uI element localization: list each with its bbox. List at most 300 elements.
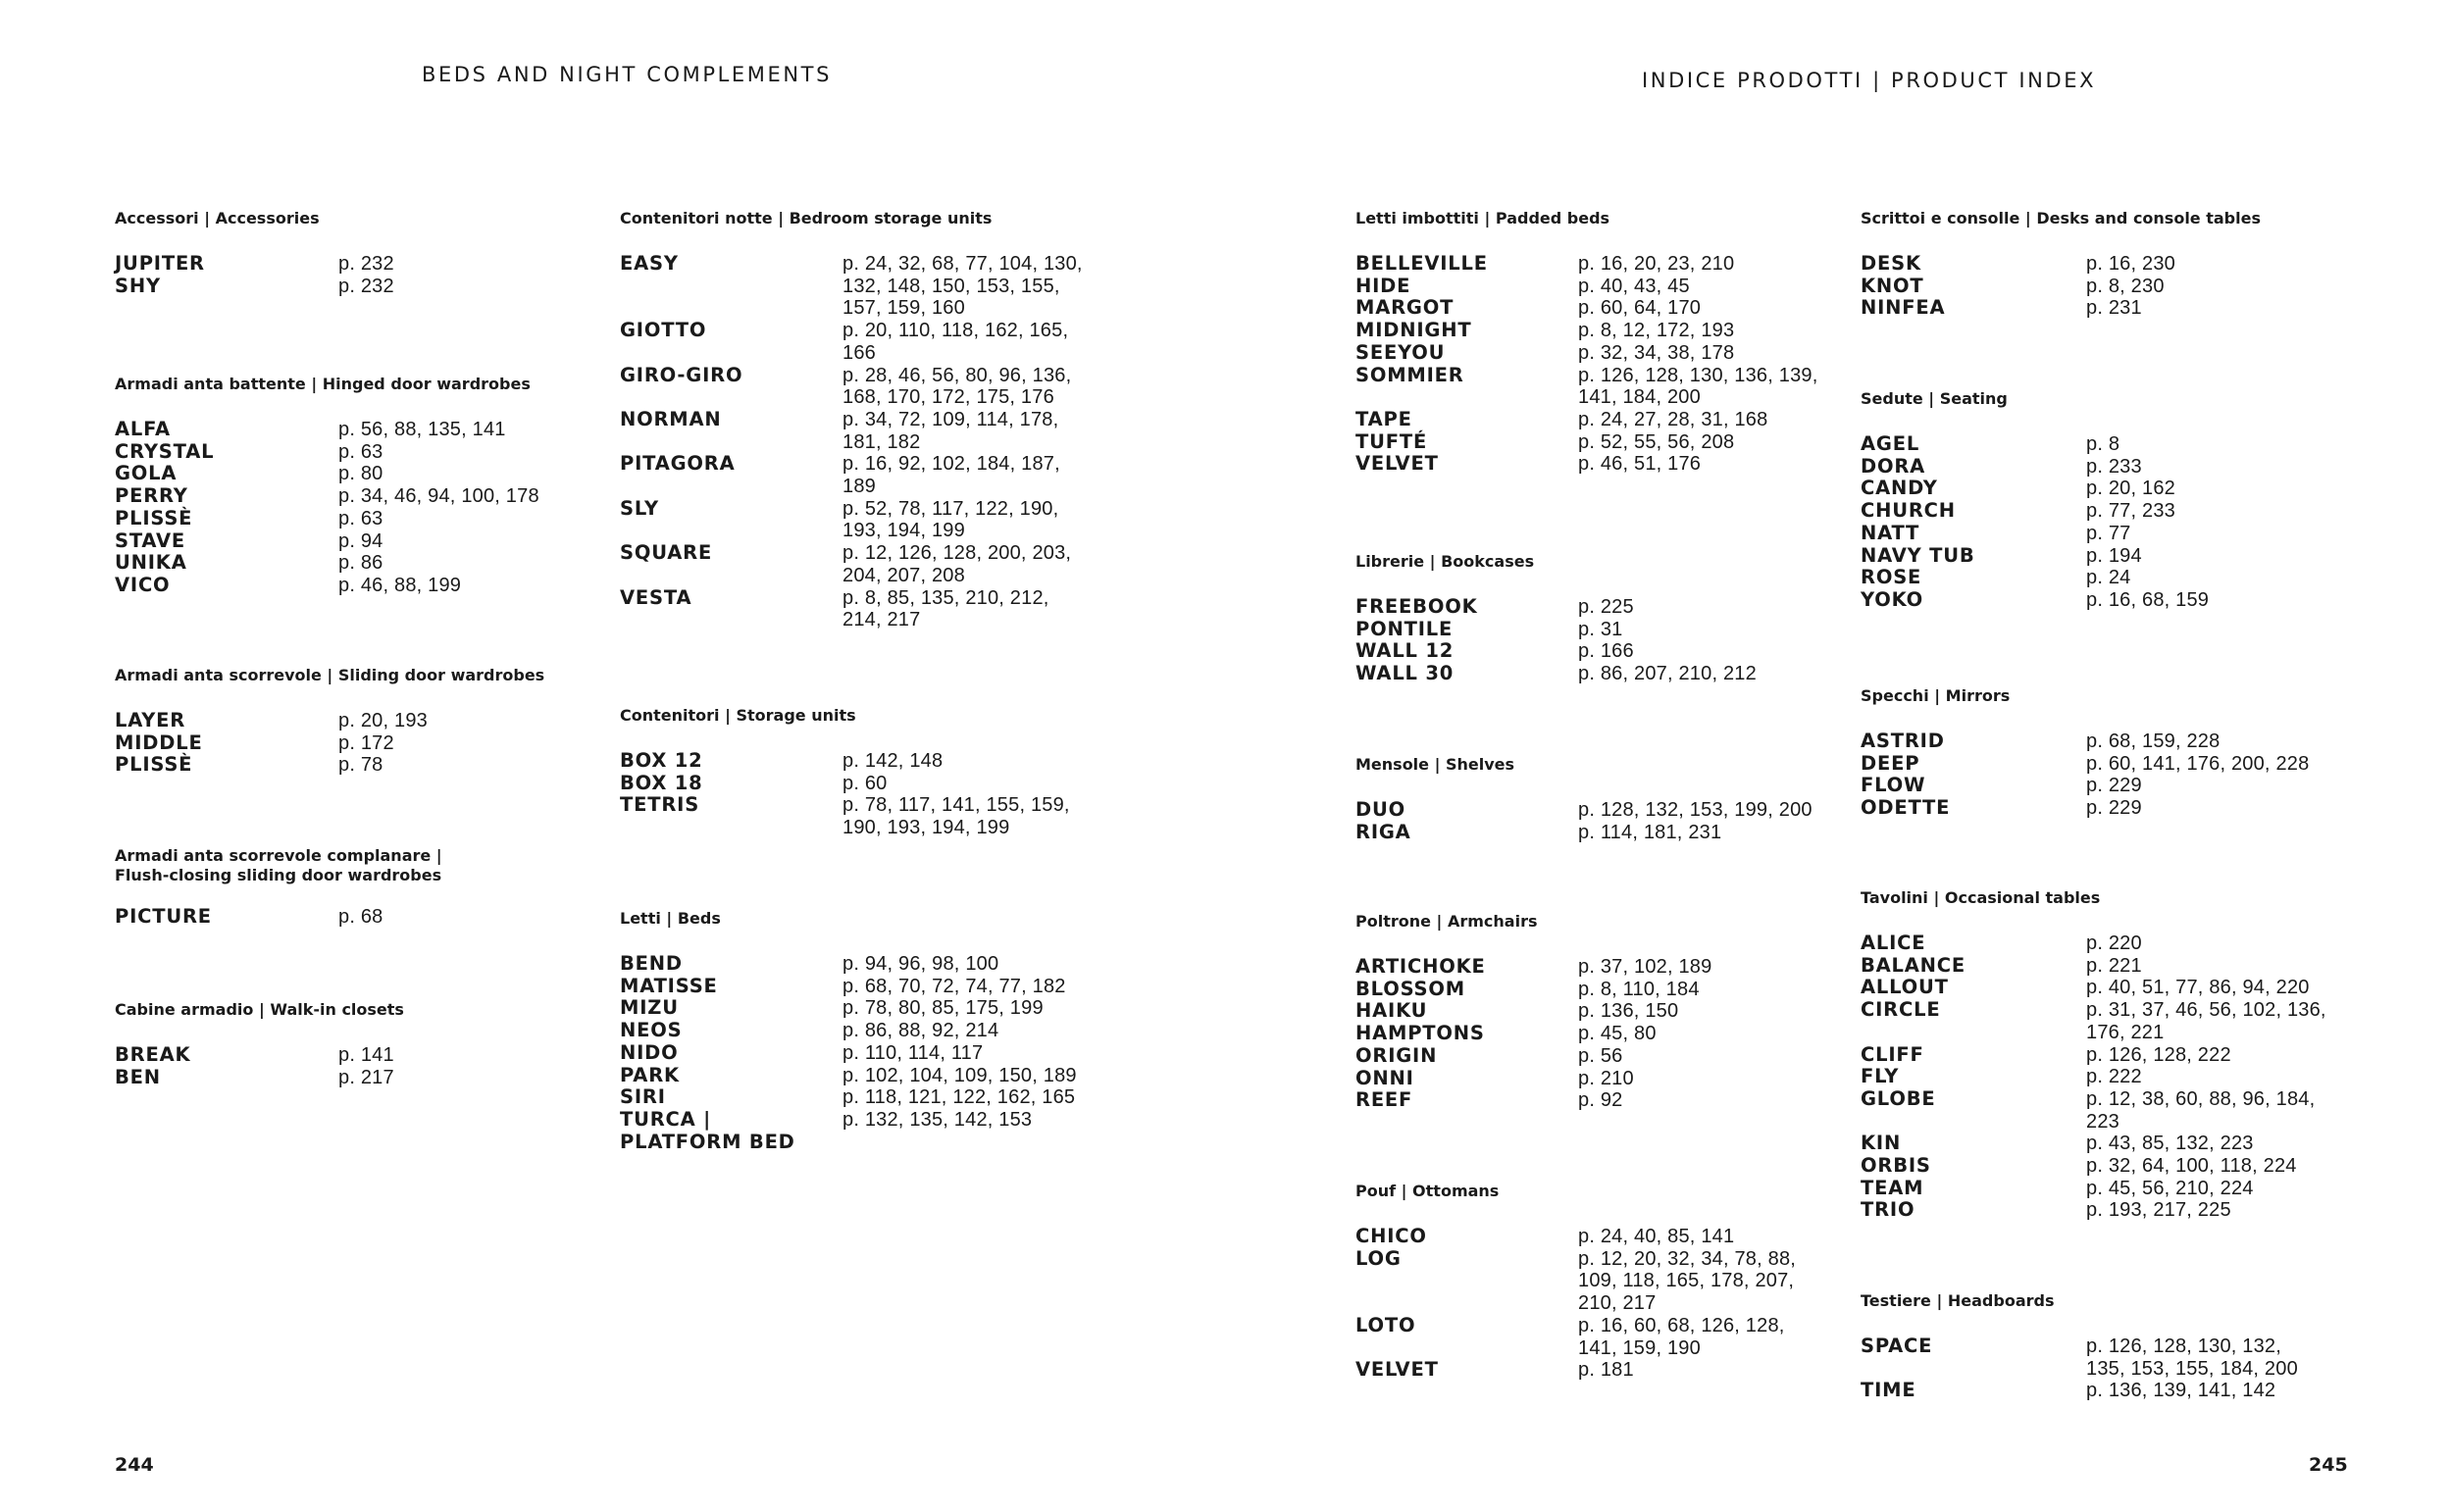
entry-list xyxy=(1355,799,1856,843)
entry-list xyxy=(1861,932,2351,1222)
product-name: MIZU xyxy=(620,996,679,1020)
index-entry xyxy=(1355,276,1856,298)
page-references: p. 52, 78, 117, 122, 190, 193, 194, 199 xyxy=(843,497,1059,542)
index-entry xyxy=(620,1020,1120,1042)
product-name: PERRY xyxy=(115,484,188,508)
index-entry xyxy=(1861,932,2351,955)
product-name: GIRO-GIRO xyxy=(620,363,743,386)
entry-list xyxy=(1355,596,1856,685)
index-section xyxy=(1861,888,2351,1222)
page-references: p. 193, 217, 225 xyxy=(2086,1199,2231,1222)
page-references: p. 231 xyxy=(2086,297,2142,320)
page-references: p. 77 xyxy=(2086,522,2131,544)
index-entry xyxy=(1861,1066,2351,1088)
page-references: p. 166 xyxy=(1578,640,1634,663)
product-name: ASTRID xyxy=(1861,730,1945,752)
page-references: p. 24, 32, 68, 77, 104, 130, 132, 148, 150, 153, 155, 157, 159, 160 xyxy=(843,253,1083,320)
section-title: Cabine armadio | Walk-in closets xyxy=(115,1000,404,1019)
index-entry xyxy=(1861,977,2351,999)
product-name: DORA xyxy=(1861,454,1926,478)
index-entry xyxy=(1355,342,1856,365)
section-title: Contenitori notte | Bedroom storage units xyxy=(620,209,993,227)
product-name: MIDNIGHT xyxy=(1355,319,1472,342)
page-references: p. 16, 230 xyxy=(2086,253,2175,275)
product-name: VELVET xyxy=(1355,1358,1439,1382)
index-entry xyxy=(620,1042,1120,1065)
product-name: NEOS xyxy=(620,1019,683,1042)
index-entry xyxy=(1355,799,1856,822)
product-name: ARTICHOKE xyxy=(1355,955,1486,978)
index-section xyxy=(1861,686,2351,820)
index-section xyxy=(115,375,615,597)
product-name: KIN xyxy=(1861,1132,1902,1155)
product-name: HIDE xyxy=(1355,274,1411,297)
page-references: p. 24, 40, 85, 141 xyxy=(1578,1226,1735,1247)
index-entry xyxy=(1355,365,1856,409)
page-references: p. 126, 128, 130, 136, 139, 141, 184, 200 xyxy=(1578,364,1818,409)
page-references: p. 52, 55, 56, 208 xyxy=(1578,430,1735,453)
page-references: p. 8, 110, 184 xyxy=(1578,978,1700,1000)
section-title: Mensole | Shelves xyxy=(1355,755,1515,774)
index-entry xyxy=(620,997,1120,1020)
page-references: p. 60, 64, 170 xyxy=(1578,297,1702,320)
product-name: PONTILE xyxy=(1355,617,1454,640)
page-references: p. 20, 162 xyxy=(2086,478,2175,500)
index-entry xyxy=(1355,822,1856,844)
product-name: YOKO xyxy=(1861,587,1924,611)
index-entry xyxy=(1861,955,2351,978)
index-entry xyxy=(1355,1089,1856,1112)
product-name: DESK xyxy=(1861,252,1921,275)
product-name: CRYSTAL xyxy=(115,439,215,463)
page-references: p. 46, 88, 199 xyxy=(338,574,462,596)
index-entry xyxy=(1861,1133,2351,1155)
product-name: TUFTÉ xyxy=(1355,429,1428,453)
product-name: TURCA | PLATFORM BED xyxy=(620,1107,795,1153)
index-entry xyxy=(620,953,1120,976)
index-section xyxy=(115,666,615,777)
index-entry xyxy=(1861,1199,2351,1222)
product-name: VICO xyxy=(115,573,171,596)
product-name: TRIO xyxy=(1861,1198,1915,1222)
page-references: p. 8, 12, 172, 193 xyxy=(1578,320,1735,342)
index-entry xyxy=(115,575,615,597)
entry-list xyxy=(1355,253,1856,476)
page-references: p. 32, 64, 100, 118, 224 xyxy=(2086,1155,2297,1178)
entry-list xyxy=(620,253,1120,631)
index-entry xyxy=(115,1067,615,1089)
index-entry xyxy=(1861,731,2351,753)
index-entry xyxy=(1355,1023,1856,1045)
product-name: PLISSÈ xyxy=(115,753,193,777)
index-entry xyxy=(1861,1088,2351,1133)
page-references: p. 12, 38, 60, 88, 96, 184, 223 xyxy=(2086,1087,2316,1133)
page-references: p. 43, 85, 132, 223 xyxy=(2086,1133,2254,1155)
page-references: p. 210 xyxy=(1578,1067,1634,1089)
product-name: PITAGORA xyxy=(620,452,736,476)
index-entry xyxy=(1355,1226,1856,1248)
section-title: Poltrone | Armchairs xyxy=(1355,912,1538,931)
index-section xyxy=(1861,209,2351,320)
page-references: p. 229 xyxy=(2086,797,2142,820)
product-name: GIOTTO xyxy=(620,319,707,342)
index-entry xyxy=(1861,297,2351,320)
page-number-right: 245 xyxy=(2309,1454,2348,1476)
index-entry xyxy=(1861,1336,2351,1380)
page-references: p. 12, 20, 32, 34, 78, 88, 109, 118, 165, 178, 207, 210, 217 xyxy=(1578,1247,1797,1315)
product-name: CANDY xyxy=(1861,477,1938,500)
page-references: p. 56, 88, 135, 141 xyxy=(338,419,506,440)
index-entry xyxy=(1861,1178,2351,1200)
section-title: Librerie | Bookcases xyxy=(1355,552,1535,571)
product-name: VELVET xyxy=(1355,452,1439,476)
product-name: PARK xyxy=(620,1063,680,1086)
index-entry xyxy=(620,587,1120,631)
product-name: SEEYOU xyxy=(1355,340,1446,364)
page-references: p. 141 xyxy=(338,1044,394,1066)
page-references: p. 94 xyxy=(338,529,383,552)
page-references: p. 221 xyxy=(2086,954,2142,977)
product-name: BEN xyxy=(115,1065,161,1088)
page-references: p. 34, 72, 109, 114, 178, 181, 182 xyxy=(843,408,1059,453)
page-references: p. 20, 110, 118, 162, 165, 166 xyxy=(843,320,1069,364)
page-references: p. 78 xyxy=(338,754,383,777)
product-name: CHURCH xyxy=(1861,499,1956,523)
page-references: p. 80 xyxy=(338,463,383,485)
product-name: TAPE xyxy=(1355,407,1412,430)
section-title: Sedute | Seating xyxy=(1861,389,2008,408)
page-references: p. 8, 230 xyxy=(2086,275,2165,297)
product-name: LOG xyxy=(1355,1246,1402,1270)
index-entry xyxy=(620,409,1120,453)
index-entry xyxy=(1355,1315,1856,1359)
page-references: p. 40, 51, 77, 86, 94, 220 xyxy=(2086,977,2310,999)
product-name: MARGOT xyxy=(1355,296,1455,320)
page-references: p. 232 xyxy=(338,275,394,297)
entry-list xyxy=(1355,1226,1856,1382)
page-references: p. 136, 139, 141, 142 xyxy=(2086,1380,2276,1402)
page-references: p. 114, 181, 231 xyxy=(1578,821,1722,843)
section-title: Specchi | Mirrors xyxy=(1861,686,2011,705)
page-references: p. 8, 85, 135, 210, 212, 214, 217 xyxy=(843,586,1049,631)
index-entry xyxy=(115,508,615,530)
entry-list xyxy=(115,710,615,777)
index-entry xyxy=(1355,1000,1856,1023)
index-entry xyxy=(620,750,1120,773)
page-references: p. 45, 80 xyxy=(1578,1023,1657,1045)
index-entry xyxy=(1861,753,2351,776)
product-name: NORMAN xyxy=(620,407,722,430)
entry-list xyxy=(115,906,615,929)
page-references: p. 92 xyxy=(1578,1089,1623,1112)
index-entry xyxy=(620,365,1120,409)
page-references: p. 128, 132, 153, 199, 200 xyxy=(1578,799,1813,821)
index-section xyxy=(620,909,1120,1153)
entry-list xyxy=(620,953,1120,1153)
entry-list xyxy=(115,419,615,597)
page-number-left: 244 xyxy=(115,1454,154,1476)
index-entry xyxy=(1861,523,2351,545)
index-section xyxy=(1355,552,1856,685)
index-entry xyxy=(1355,956,1856,979)
product-name: CLIFF xyxy=(1861,1042,1924,1066)
index-section xyxy=(1861,389,2351,612)
page-references: p. 24 xyxy=(2086,567,2131,589)
index-entry xyxy=(620,1065,1120,1087)
product-name: REEF xyxy=(1355,1088,1413,1112)
page-references: p. 37, 102, 189 xyxy=(1578,956,1712,978)
index-entry xyxy=(620,320,1120,364)
index-entry xyxy=(1861,456,2351,479)
page-references: p. 102, 104, 109, 150, 189 xyxy=(843,1064,1077,1086)
page-references: p. 217 xyxy=(338,1066,394,1088)
product-name: PICTURE xyxy=(115,905,212,928)
index-entry xyxy=(1861,1155,2351,1178)
page-references: p. 40, 43, 45 xyxy=(1578,275,1690,297)
product-name: ALFA xyxy=(115,418,171,440)
product-name: STAVE xyxy=(115,529,186,552)
page-references: p. 222 xyxy=(2086,1066,2142,1088)
page-references: p. 225 xyxy=(1578,596,1634,618)
page-references: p. 46, 51, 176 xyxy=(1578,453,1702,476)
page-references: p. 68 xyxy=(338,906,383,928)
index-section xyxy=(620,209,1120,631)
index-entry xyxy=(115,253,615,276)
index-entry xyxy=(115,552,615,575)
index-entry xyxy=(1355,596,1856,619)
section-title: Testiere | Headboards xyxy=(1861,1291,2055,1310)
index-section xyxy=(1861,1291,2351,1402)
product-name: FLOW xyxy=(1861,774,1926,797)
page-references: p. 142, 148 xyxy=(843,750,944,772)
page-references: p. 194 xyxy=(2086,544,2142,567)
product-name: VESTA xyxy=(620,585,692,609)
index-section xyxy=(1355,1182,1856,1382)
product-name: SIRI xyxy=(620,1085,666,1109)
product-name: LOTO xyxy=(1355,1313,1416,1336)
section-title: Armadi anta scorrevole | Sliding door wardrobes xyxy=(115,666,545,684)
product-name: ORIGIN xyxy=(1355,1043,1438,1067)
index-entry xyxy=(1861,500,2351,523)
page-references: p. 32, 34, 38, 178 xyxy=(1578,341,1735,364)
product-name: ORBIS xyxy=(1861,1154,1931,1178)
product-name: FLY xyxy=(1861,1065,1900,1088)
index-entry xyxy=(115,441,615,464)
index-entry xyxy=(115,710,615,732)
product-name: NIDO xyxy=(620,1040,679,1064)
index-entry xyxy=(115,485,615,508)
page-references: p. 86 xyxy=(338,552,383,575)
section-title: Scrittoi e consolle | Desks and console tables xyxy=(1861,209,2261,227)
page-references: p. 56 xyxy=(1578,1044,1623,1067)
page-references: p. 20, 193 xyxy=(338,710,428,731)
product-name: NAVY TUB xyxy=(1861,543,1975,567)
page-references: p. 45, 56, 210, 224 xyxy=(2086,1177,2254,1199)
index-entry xyxy=(115,732,615,755)
product-name: SQUARE xyxy=(620,541,713,565)
index-section xyxy=(1355,912,1856,1112)
index-entry xyxy=(620,1086,1120,1109)
product-name: JUPITER xyxy=(115,252,205,275)
index-entry xyxy=(620,453,1120,497)
product-name: LAYER xyxy=(115,709,186,731)
index-entry xyxy=(1355,453,1856,476)
index-entry xyxy=(1861,589,2351,612)
product-name: RIGA xyxy=(1355,820,1411,843)
index-entry xyxy=(115,754,615,777)
page-references: p. 68, 159, 228 xyxy=(2086,731,2221,752)
index-section xyxy=(620,706,1120,839)
page-references: p. 229 xyxy=(2086,775,2142,797)
product-name: NINFEA xyxy=(1861,296,1946,320)
product-name: AGEL xyxy=(1861,432,1920,455)
page-references: p. 60, 141, 176, 200, 228 xyxy=(2086,752,2310,775)
product-name: ALICE xyxy=(1861,932,1926,954)
section-title: Pouf | Ottomans xyxy=(1355,1182,1500,1200)
section-title: Letti imbottiti | Padded beds xyxy=(1355,209,1610,227)
product-name: BLOSSOM xyxy=(1355,977,1465,1000)
section-title: Letti | Beds xyxy=(620,909,721,928)
product-name: SPACE xyxy=(1861,1335,1933,1357)
product-name: ONNI xyxy=(1355,1066,1414,1089)
page-references: p. 126, 128, 222 xyxy=(2086,1043,2231,1066)
product-name: CHICO xyxy=(1355,1225,1427,1247)
page-references: p. 24, 27, 28, 31, 168 xyxy=(1578,408,1768,430)
page-references: p. 12, 126, 128, 200, 203, 204, 207, 208 xyxy=(843,542,1072,586)
entry-list xyxy=(1355,956,1856,1112)
product-name: DUO xyxy=(1355,798,1405,821)
page-references: p. 16, 92, 102, 184, 187, 189 xyxy=(843,453,1060,498)
product-name: TIME xyxy=(1861,1379,1916,1402)
running-header-left: BEDS AND NIGHT COMPLEMENTS xyxy=(422,63,833,86)
index-entry xyxy=(115,276,615,298)
product-name: WALL 30 xyxy=(1355,662,1455,685)
page-references: p. 172 xyxy=(338,731,394,754)
product-name: ODETTE xyxy=(1861,796,1951,820)
entry-list xyxy=(1861,1336,2351,1402)
page-references: p. 126, 128, 130, 132, 135, 153, 155, 184, 200 xyxy=(2086,1336,2298,1380)
product-name: BREAK xyxy=(115,1043,191,1066)
index-entry xyxy=(620,498,1120,542)
page-references: p. 60 xyxy=(843,772,888,794)
page-references: p. 94, 96, 98, 100 xyxy=(843,953,999,975)
index-section xyxy=(115,1000,615,1088)
page-references: p. 16, 68, 159 xyxy=(2086,588,2210,611)
page-references: p. 77, 233 xyxy=(2086,500,2175,523)
product-name: BELLEVILLE xyxy=(1355,252,1488,275)
index-entry xyxy=(115,1044,615,1067)
product-name: BOX 12 xyxy=(620,749,703,772)
index-entry xyxy=(620,773,1120,795)
entry-list xyxy=(1861,433,2351,612)
product-name: GLOBE xyxy=(1861,1086,1936,1110)
product-name: SLY xyxy=(620,496,659,520)
section-title: Contenitori | Storage units xyxy=(620,706,856,725)
product-name: ROSE xyxy=(1861,566,1922,589)
product-name: TEAM xyxy=(1861,1176,1924,1199)
entry-list xyxy=(1861,253,2351,320)
index-entry xyxy=(620,794,1120,838)
index-entry xyxy=(1355,619,1856,641)
index-entry xyxy=(620,253,1120,320)
product-name: PLISSÈ xyxy=(115,506,193,529)
index-entry xyxy=(1861,276,2351,298)
index-entry xyxy=(115,906,615,929)
entry-list xyxy=(115,253,615,297)
index-entry xyxy=(1861,567,2351,589)
page-references: p. 16, 20, 23, 210 xyxy=(1578,253,1735,275)
page-references: p. 68, 70, 72, 74, 77, 182 xyxy=(843,975,1066,997)
index-entry xyxy=(1355,663,1856,685)
product-name: WALL 12 xyxy=(1355,639,1455,663)
index-entry xyxy=(1355,979,1856,1001)
index-entry xyxy=(115,463,615,485)
section-title: Armadi anta scorrevole complanare | Flush-closing sliding door wardrobes xyxy=(115,846,442,884)
product-name: MIDDLE xyxy=(115,731,203,754)
product-name: FREEBOOK xyxy=(1355,595,1478,618)
product-name: HAMPTONS xyxy=(1355,1022,1485,1045)
product-name: BOX 18 xyxy=(620,771,703,794)
index-entry xyxy=(620,542,1120,586)
index-entry xyxy=(1861,478,2351,500)
index-entry xyxy=(1861,999,2351,1043)
page-references: p. 118, 121, 122, 162, 165 xyxy=(843,1086,1076,1109)
section-title: Accessori | Accessories xyxy=(115,209,320,227)
section-title: Armadi anta battente | Hinged door wardrobes xyxy=(115,375,531,393)
index-entry xyxy=(115,530,615,553)
product-name: BALANCE xyxy=(1861,953,1966,977)
page-references: p. 28, 46, 56, 80, 96, 136, 168, 170, 172, 175, 176 xyxy=(843,364,1072,409)
product-name: HAIKU xyxy=(1355,999,1428,1023)
page-references: p. 110, 114, 117 xyxy=(843,1041,984,1064)
page-references: p. 8 xyxy=(2086,433,2120,455)
page-references: p. 232 xyxy=(338,253,394,275)
product-name: CIRCLE xyxy=(1861,998,1941,1022)
product-name: ALLOUT xyxy=(1861,976,1949,999)
index-entry xyxy=(1355,1359,1856,1382)
page-references: p. 132, 135, 142, 153 xyxy=(843,1108,1033,1131)
product-name: KNOT xyxy=(1861,274,1924,297)
index-entry xyxy=(1355,1045,1856,1068)
page-references: p. 31, 37, 46, 56, 102, 136, 176, 221 xyxy=(2086,999,2326,1043)
page-references: p. 233 xyxy=(2086,455,2142,478)
product-name: EASY xyxy=(620,252,679,275)
page-references: p. 63 xyxy=(338,440,383,463)
page-references: p. 63 xyxy=(338,507,383,529)
page-references: p. 16, 60, 68, 126, 128, 141, 159, 190 xyxy=(1578,1314,1785,1359)
index-entry xyxy=(1861,775,2351,797)
page-references: p. 220 xyxy=(2086,932,2142,954)
index-entry xyxy=(1355,1068,1856,1090)
index-entry xyxy=(1355,320,1856,342)
index-section xyxy=(115,846,615,929)
entry-list xyxy=(115,1044,615,1088)
product-name: UNIKA xyxy=(115,551,187,575)
index-section xyxy=(115,209,615,297)
index-entry xyxy=(1355,409,1856,431)
index-entry xyxy=(1861,1044,2351,1067)
product-name: DEEP xyxy=(1861,751,1920,775)
index-entry xyxy=(1355,431,1856,454)
page-references: p. 86, 88, 92, 214 xyxy=(843,1020,999,1042)
index-entry xyxy=(1861,433,2351,456)
page-references: p. 78, 80, 85, 175, 199 xyxy=(843,997,1044,1020)
product-name: NATT xyxy=(1861,521,1920,544)
index-entry xyxy=(1861,1380,2351,1402)
index-entry xyxy=(1861,545,2351,568)
index-entry xyxy=(1861,797,2351,820)
index-entry xyxy=(620,1109,1120,1153)
